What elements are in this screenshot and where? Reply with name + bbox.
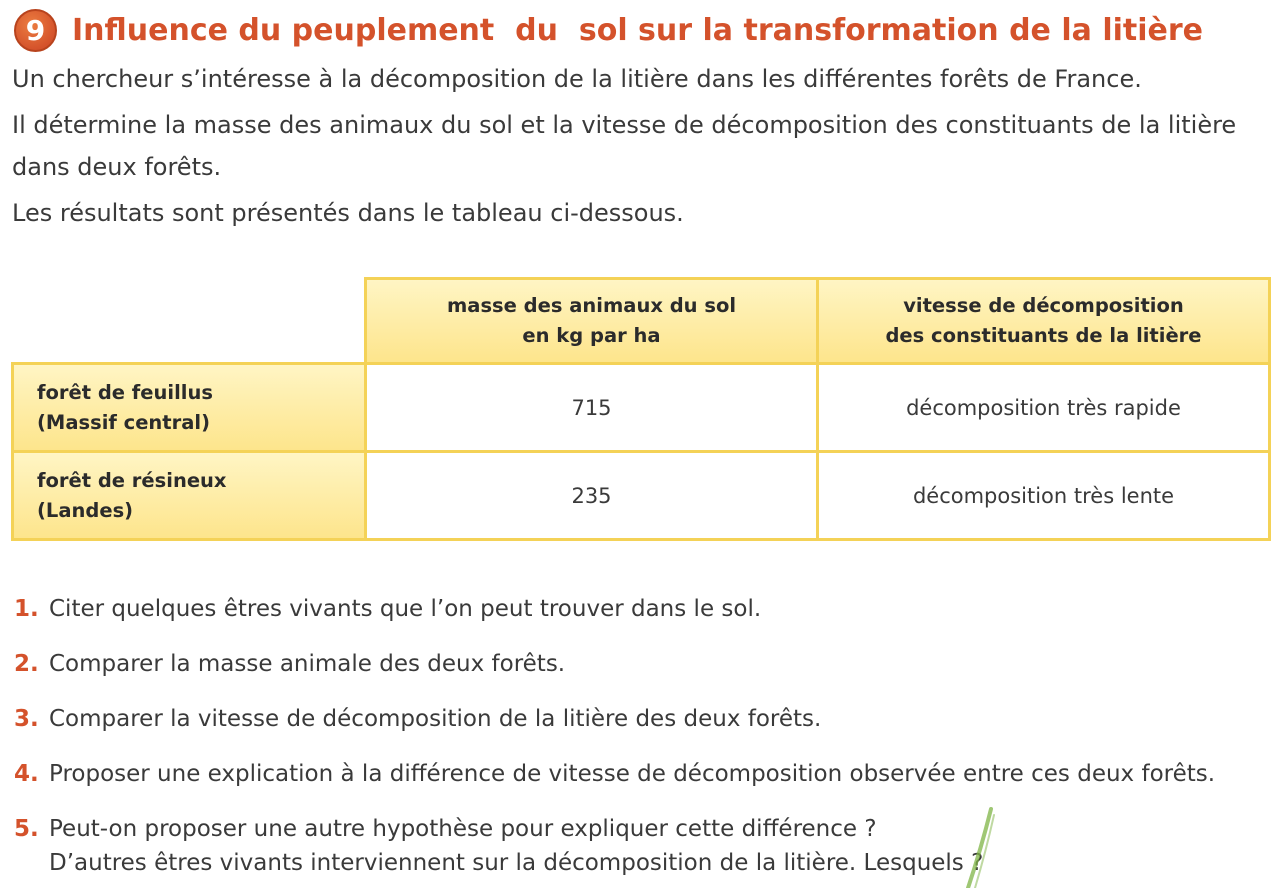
question-text: Comparer la masse animale des deux forêts. [49, 651, 566, 677]
row-label-line: forêt de feuillus [37, 380, 213, 404]
exercise-number: 9 [25, 13, 46, 47]
speed-value-cell [816, 362, 1271, 453]
mass-value: 235 [571, 483, 612, 508]
speed-value: décomposition très lente [912, 483, 1175, 508]
exercise-number-badge [14, 9, 57, 52]
header-line: vitesse de décomposition [903, 294, 1184, 317]
mass-value-cell [364, 362, 819, 453]
question-text: D’autres êtres vivants interviennent sur la décomposition de la litière. Lesquels ? [49, 850, 984, 876]
row-label-cell [11, 450, 367, 541]
header-line: des constituants de la litière [885, 324, 1202, 347]
question-text: Comparer la vitesse de décomposition de la litière des deux forêts. [49, 706, 822, 732]
question-text: Citer quelques êtres vivants que l’on peut trouver dans le sol. [49, 596, 762, 622]
header-cell-decomposition-speed [816, 277, 1271, 365]
row-label-line: (Landes) [37, 498, 134, 522]
intro-line: Les résultats sont présentés dans le tableau ci-dessous. [12, 199, 684, 227]
row-label-cell [11, 362, 367, 453]
row-label-line: forêt de résineux [37, 468, 227, 492]
mass-value: 715 [571, 395, 612, 420]
question-number: 5. [14, 816, 39, 842]
exercise-title: Influence du peuplement du sol sur la transformation de la litière [72, 13, 1203, 48]
question-number: 1. [14, 596, 39, 622]
question-number: 2. [14, 651, 39, 677]
question-number: 3. [14, 706, 39, 732]
mass-value-cell [364, 450, 819, 541]
grass-blade-decoration [950, 805, 1000, 888]
speed-value: décomposition très rapide [906, 395, 1181, 420]
intro-line: Il détermine la masse des animaux du sol et la vitesse de décomposition des constituants de la litière [12, 111, 1237, 139]
intro-line: dans deux forêts. [12, 153, 222, 181]
question-number: 4. [14, 761, 39, 787]
intro-line: Un chercheur s’intéresse à la décomposition de la litière dans les différentes forêts de France. [12, 65, 1142, 93]
header-cell-animal-mass [364, 277, 819, 365]
question-text: Proposer une explication à la différence de vitesse de décomposition observée entre ces deux forêts. [49, 761, 1216, 787]
header-line: masse des animaux du sol [446, 294, 737, 317]
row-label-line: (Massif central) [37, 410, 211, 434]
question-text: Peut-on proposer une autre hypothèse pour expliquer cette différence ? [49, 816, 877, 842]
speed-value-cell [816, 450, 1271, 541]
header-line: en kg par ha [522, 324, 661, 347]
